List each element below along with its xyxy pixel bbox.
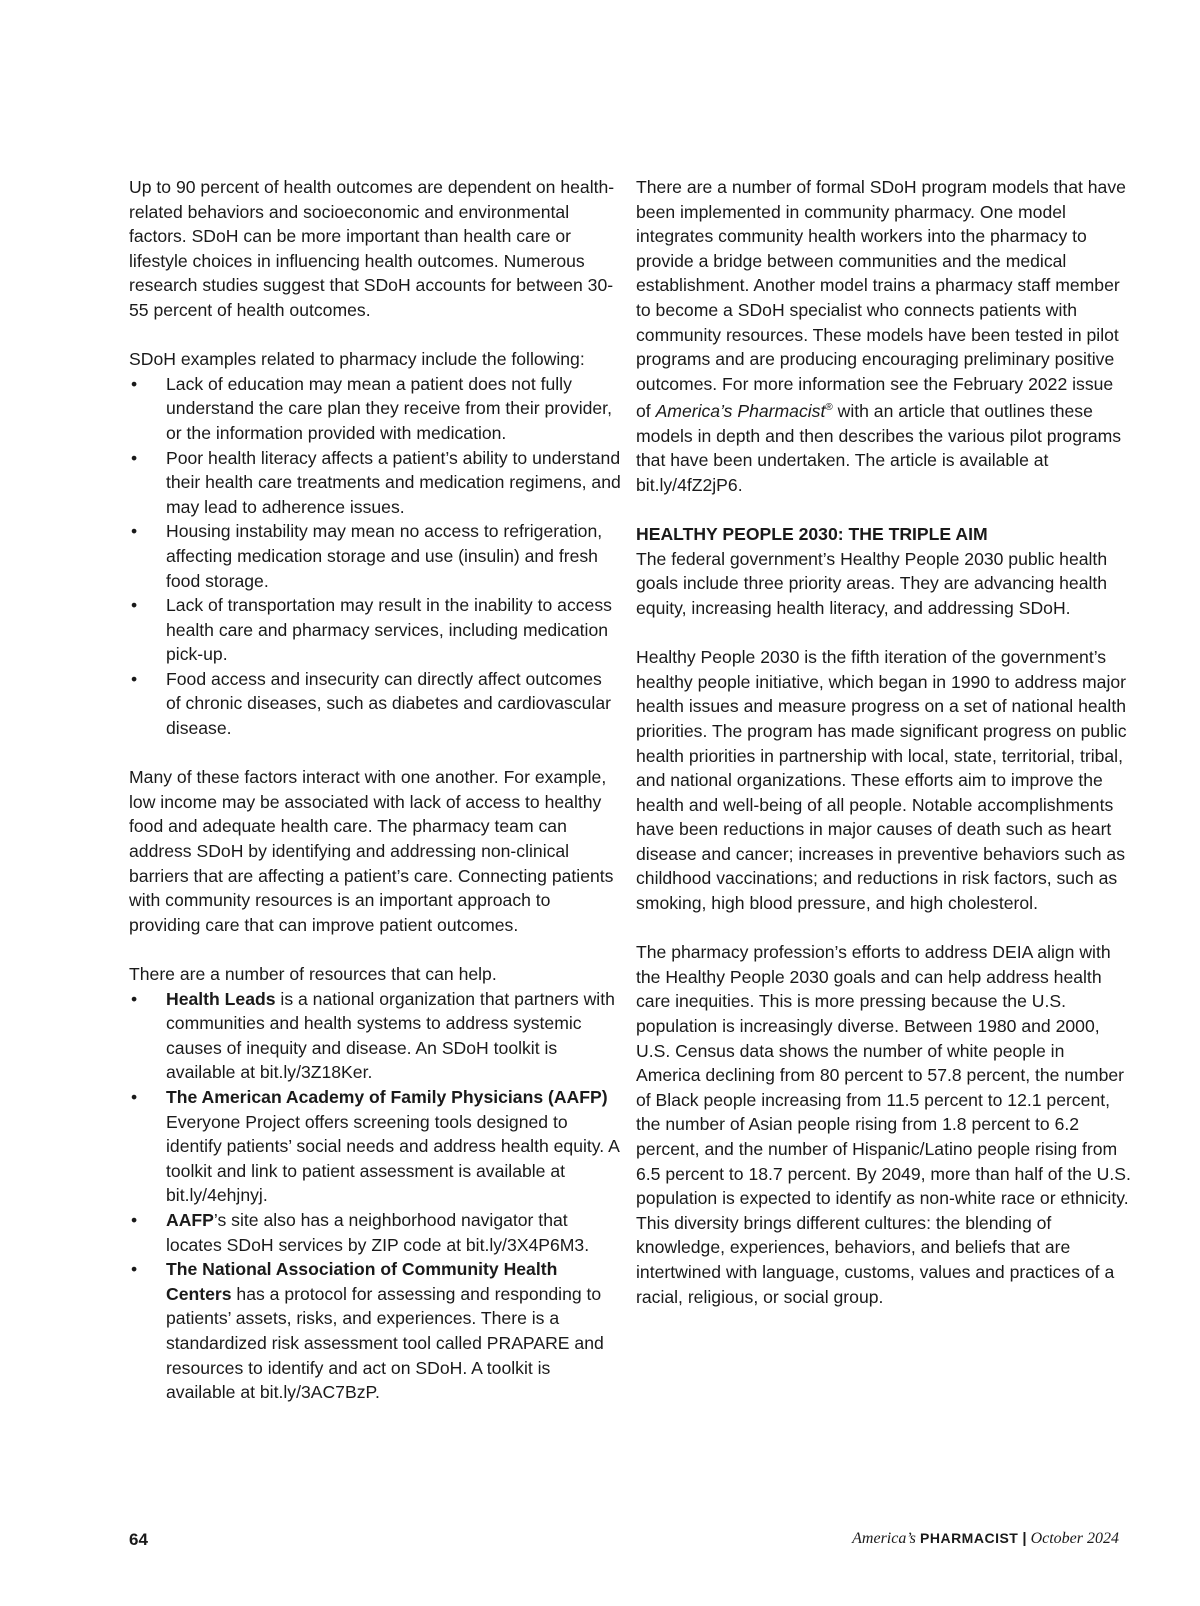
- page-footer: [129, 1530, 1119, 1556]
- resources-intro: There are a number of resources that can help.: [129, 964, 497, 984]
- list-item: • Poor health literacy affects a patient’s ability to understand their health care treatments and medication regimens, and may lead to adherence issues.: [129, 446, 621, 520]
- publication-name: PHARMACIST: [920, 1530, 1019, 1546]
- list-item: • Lack of transportation may result in the inability to access health care and pharmacy services, including medication pick-up.: [129, 593, 621, 667]
- intro-paragraph: Up to 90 percent of health outcomes are dependent on health-related behaviors and socioeconomic and environmental factors. SDoH can be more important than health care or lifestyle choices in influencing health outcomes. Numerous research studies suggest that SDoH accounts for between 30-55 percent of health outcomes.: [129, 177, 615, 320]
- section-heading: HEALTHY PEOPLE 2030: THE TRIPLE AIM: [636, 524, 988, 545]
- resource-description: is a national organization that partners with communities and health systems to address systemic causes of inequity and disease. An SDoH toolkit is available at bit.ly/3Z18Ker.: [166, 988, 615, 1083]
- paragraph-text: with an article that outlines these models in depth and then describes the various pilot programs that have been undertaken. The article is available at bit.ly/4fZ2jP6.: [636, 401, 1122, 495]
- paragraph-text: There are a number of formal SDoH program models that have been implemented in community pharmacy. One model integrates community health workers into the pharmacy to provide a bridge between communities and the medical establishment. Another model trains a pharmacy staff member to become a SDoH specialist who connects patients with community resources. These models have been tested in pilot programs and are producing encouraging preliminary positive outcomes. For more information see the February 2022 issue of: [636, 177, 1126, 422]
- resource-description: Everyone Project offers screening tools designed to identify patients’ social needs and address health equity. A toolkit and link to patient assessment is available at bit.ly/4ehjnyj.: [166, 1111, 619, 1206]
- left-column: [129, 175, 621, 1429]
- resource-name: AAFP: [166, 1209, 214, 1230]
- issue-date: October 2024: [1030, 1530, 1119, 1547]
- list-item: [129, 1208, 621, 1257]
- footer-separator: |: [1022, 1530, 1027, 1547]
- resource-name: Health Leads: [166, 988, 276, 1009]
- list-item: • Lack of education may mean a patient does not fully understand the care plan they receive from their provider, or the information provided with medication.: [129, 372, 621, 446]
- publication-prefix: America’s: [852, 1530, 916, 1547]
- resource-name: The American Academy of Family Physicians (AAFP): [166, 1086, 608, 1107]
- program-models-paragraph: [636, 175, 1132, 498]
- right-column: [636, 175, 1132, 1334]
- deia-paragraph: The pharmacy profession’s efforts to address DEIA align with the Healthy People 2030 goals and can help address health care inequities. This is more pressing because the U.S. population is increasingly diverse. Between 1980 and 2000, U.S. Census data shows the number of white people in America declining from 80 percent to 57.8 percent, the number of Black people increasing from 11.5 percent to 12.1 percent, the number of Asian people rising from 1.8 percent to 6.2 percent, and the number of Hispanic/Latino people rising from 6.5 percent to 18.7 percent. By 2049, more than half of the U.S. population is expected to identify as non-white race or ethnicity. This diversity brings different cultures: the blending of knowledge, experiences, behaviors, and beliefs that are intertwined with language, customs, values and practices of a racial, religious, or social group.: [636, 942, 1131, 1307]
- resource-description: has a protocol for assessing and responding to patients’ assets, risks, and experiences. There is a standardized risk assessment tool called PRAPARE and resources to identify and act on SDoH. A toolkit is available at bit.ly/3AC7BzP.: [166, 1283, 604, 1403]
- list-item: [129, 1257, 621, 1405]
- sdoh-examples-list: [129, 372, 621, 741]
- healthy-people-paragraph: Healthy People 2030 is the fifth iteration of the government’s healthy people initiative, which began in 1990 to address major health issues and measure progress on a set of national health priorities. The program has made significant progress on public health priorities in partnership with local, state, territorial, tribal, and national organizations. These efforts aim to improve the health and well-being of all people. Notable accomplishments have been reductions in major causes of death such as heart disease and cancer; increases in preventive behaviors such as childhood vaccinations; and reductions in risk factors, such as smoking, high blood pressure, and high cholesterol.: [636, 647, 1127, 914]
- resources-list: [129, 987, 621, 1405]
- list-item: • Housing instability may mean no access to refrigeration, affecting medication storage and use (insulin) and fresh food storage.: [129, 519, 621, 593]
- factors-paragraph: Many of these factors interact with one another. For example, low income may be associated with lack of access to healthy food and adequate health care. The pharmacy team can address SDoH by identifying and addressing non-clinical barriers that are affecting a patient’s care. Connecting patients with community resources is an important approach to providing care that can improve patient outcomes.: [129, 767, 614, 935]
- page-number: 64: [129, 1530, 148, 1549]
- list-item: [129, 1085, 621, 1208]
- registered-mark: ®: [825, 402, 833, 414]
- resource-name: The National Association of Community Health Centers: [166, 1259, 558, 1304]
- resource-description: ’s site also has a neighborhood navigator that locates SDoH services by ZIP code at bit.ly/3X4P6M3.: [166, 1209, 590, 1255]
- running-footer: [852, 1530, 1119, 1548]
- list-item: [129, 987, 621, 1085]
- list-item: • Food access and insecurity can directly affect outcomes of chronic diseases, such as diabetes and cardiovascular disease.: [129, 667, 621, 741]
- publication-title: America’s Pharmacist: [655, 401, 826, 422]
- priority-areas-paragraph: The federal government’s Healthy People 2030 public health goals include three priority areas. They are advancing health equity, increasing health literacy, and addressing SDoH.: [636, 548, 1108, 618]
- examples-intro: SDoH examples related to pharmacy include the following:: [129, 349, 585, 370]
